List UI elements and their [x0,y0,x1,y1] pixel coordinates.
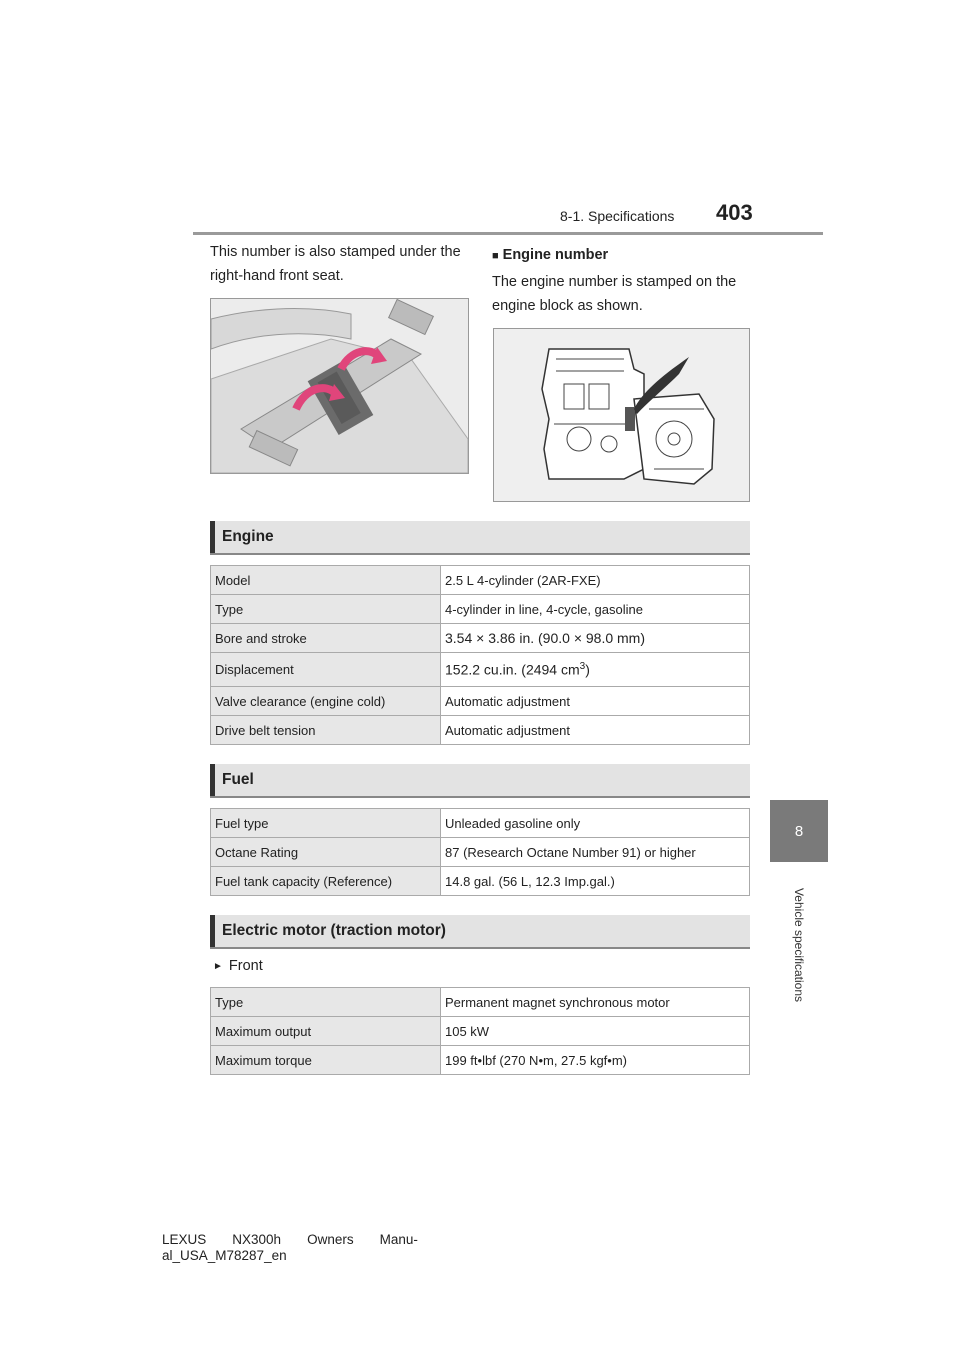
table-row [211,624,750,653]
footer-brand: LEXUS [162,1232,207,1247]
engine-block-illustration [493,328,750,502]
spec-value: 199 ft•lbf (270 N•m, 27.5 kgf•m) [441,1046,750,1075]
table-row [211,716,750,745]
spec-label: Model [211,566,441,595]
engine-number-heading [492,243,752,268]
seat-stamp-note: This number is also stamped under the right-hand front seat. [210,244,461,284]
seat-vin-drawing [211,299,468,473]
manual-footer [162,1232,418,1264]
footer-line-2: al_USA_M78287_en [162,1248,287,1263]
spec-value: 87 (Research Octane Number 91) or higher [441,838,750,867]
spec-value [441,653,750,687]
triangle-bullet-icon: ► [213,960,223,972]
header-divider [193,232,823,235]
spec-label: Type [211,595,441,624]
fuel-section-title: Fuel [222,771,254,788]
table-row [211,988,750,1017]
engine-section-title: Engine [222,528,274,545]
spec-label: Drive belt tension [211,716,441,745]
chapter-title-vertical [770,870,828,1020]
displacement-superscript: 3 [579,661,586,673]
spec-value: 14.8 gal. (56 L, 12.3 Imp.gal.) [441,867,750,896]
heading-marker: ■ [492,250,499,262]
footer-line-1 [162,1232,418,1248]
engine-block-drawing [494,329,749,501]
spec-value: Automatic adjustment [441,687,750,716]
spec-label: Displacement [211,653,441,687]
spec-label: Maximum torque [211,1046,441,1075]
table-row [211,687,750,716]
spec-label: Type [211,988,441,1017]
seat-vin-illustration [210,298,469,474]
footer-model: NX300h [232,1232,282,1247]
table-row [211,566,750,595]
front-label: Front [228,958,263,974]
spec-label: Maximum output [211,1017,441,1046]
table-row [211,809,750,838]
heading-text: Engine number [502,247,609,263]
engine-spec-table [210,565,750,745]
motor-spec-table [210,987,750,1075]
front-subheading [213,958,263,974]
fuel-section-header [210,764,750,798]
spec-label: Valve clearance (engine cold) [211,687,441,716]
chapter-number: 8 [794,822,804,840]
table-row [211,1046,750,1075]
spec-value: Permanent magnet synchronous motor [441,988,750,1017]
fuel-spec-table [210,808,750,896]
spec-value: Automatic adjustment [441,716,750,745]
chapter-tab[interactable] [770,800,828,862]
section-title: 8-1. Specifications [560,208,675,224]
displacement-value: 152.2 cu.in. (2494 cm [445,661,580,678]
page-number: 403 [716,200,753,225]
table-row [211,838,750,867]
motor-section-title: Electric motor (traction motor) [222,922,446,939]
displacement-tail: ) [585,661,590,678]
footer-owners: Owners [307,1232,354,1247]
spec-value: 4-cylinder in line, 4-cycle, gasoline [441,595,750,624]
spec-value: 105 kW [441,1017,750,1046]
chapter-title: Vehicle specifications [792,887,806,1003]
table-row [211,867,750,896]
motor-section-header [210,915,750,949]
spec-value: 3.54 × 3.86 in. (90.0 × 98.0 mm) [441,624,750,653]
footer-manu: Manu- [379,1232,418,1247]
table-row [211,653,750,687]
spec-label: Octane Rating [211,838,441,867]
spec-value: 2.5 L 4-cylinder (2AR-FXE) [441,566,750,595]
spec-label: Fuel tank capacity (Reference) [211,867,441,896]
engine-section-header [210,521,750,555]
spec-label: Fuel type [211,809,441,838]
spec-label: Bore and stroke [211,624,441,653]
spec-value: Unleaded gasoline only [441,809,750,838]
table-row [211,1017,750,1046]
engine-number-note: The engine number is stamped on the engine block as shown. [492,274,737,314]
table-row [211,595,750,624]
